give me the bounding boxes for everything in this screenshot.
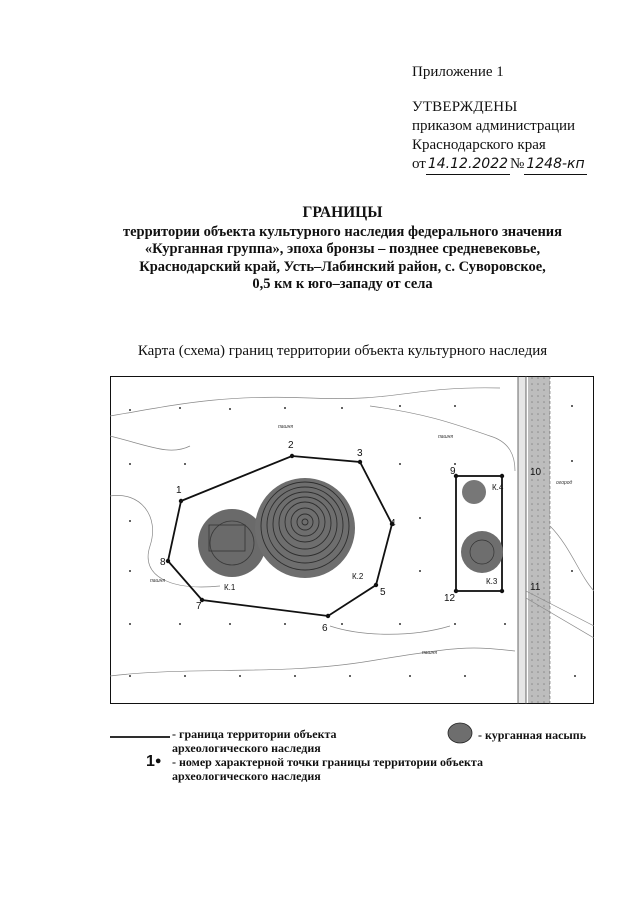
elevation-point [409,675,411,677]
kurgan-label-k4: К.4 [492,483,504,492]
legend-point-text: - номер характерной точки границы территории объекта археологического наследия [172,755,483,783]
point-label-6: 6 [322,623,328,634]
approved-line-1: приказом администрации [412,118,576,134]
title-heading: ГРАНИЦЫ [302,204,383,221]
order-number: 1248-кп [524,155,586,175]
kurgan-label-k3: К.3 [486,577,498,586]
point-marker-1 [179,499,183,503]
point-marker-6 [326,614,330,618]
elevation-point [284,407,286,409]
elevation-point [129,623,131,625]
point-label-8: 8 [160,557,166,568]
legend-boundary-text: - граница территории объекта археологического наследия [172,727,337,755]
terrain-label: огород [556,480,573,486]
elevation-point [399,463,401,465]
order-no-sign: № [510,156,525,172]
elevation-point [129,520,131,522]
elevation-point [184,675,186,677]
title-line-4: 0,5 км к юго–западу от села [252,276,433,292]
elevation-point [229,408,231,410]
point-marker-2 [290,454,294,458]
legend-point-sample [146,753,162,771]
boundary-map [110,376,594,704]
point-marker-8 [166,559,170,563]
order-date: 14.12.2022 [426,155,510,175]
elevation-point [341,623,343,625]
point-label-12: 12 [444,593,456,604]
terrain-label: пашня [150,578,166,584]
point-label-3: 3 [357,448,363,459]
elevation-point [349,675,351,677]
road-texture [528,377,550,703]
title-line-1: территории объекта культурного наследия федерального значения [122,223,562,240]
elevation-point [454,463,456,465]
approval-block [412,98,587,175]
appendix-label: Приложение 1 [412,64,504,80]
point-label-11: 11 [530,582,541,593]
title-line-3: Краснодарский край, Усть–Лабинский район, с. Суворовское, [139,258,546,275]
legend-point-dot-icon: ● [154,755,162,767]
elevation-point [419,570,421,572]
approved-line-2: Краснодарского края [412,137,546,153]
approved-caps: УТВЕРЖДЕНЫ [412,99,518,115]
terrain-label: пашня [422,650,438,656]
document-title [80,204,605,294]
point-label-1: 1 [176,485,182,496]
point-label-5: 5 [380,587,386,598]
elevation-point [284,623,286,625]
elevation-point [574,675,576,677]
terrain-label: пашня [438,434,454,440]
legend-point-number: 1 [146,753,155,770]
elevation-point [179,407,181,409]
point-label-4: 4 [390,518,396,529]
elevation-point [129,675,131,677]
elevation-point [504,623,506,625]
kurgan-k2 [255,478,355,578]
mound-k4 [462,480,486,504]
point-marker-10 [500,474,504,478]
elevation-point [464,675,466,677]
elevation-point [399,405,401,407]
elevation-point [129,570,131,572]
elevation-point [571,460,573,462]
point-marker-5 [374,583,378,587]
terrain-label: пашня [278,424,294,430]
elevation-point [454,405,456,407]
legend-mound-icon [446,721,474,745]
point-label-2: 2 [288,440,294,451]
elevation-point [129,409,131,411]
elevation-point [179,623,181,625]
point-marker-11 [500,589,504,593]
elevation-point [294,675,296,677]
elevation-point [571,570,573,572]
elevation-point [399,623,401,625]
title-line-2: «Курганная группа», эпоха бронзы – позднее средневековье, [144,241,541,257]
legend-boundary-line [110,734,170,740]
kurgan-label-k2: К.2 [352,572,364,581]
order-prefix: от [412,156,426,172]
elevation-point [454,623,456,625]
legend-mound-shape [448,723,472,743]
kurgan-label-k1: К.1 [224,583,236,592]
elevation-point [419,517,421,519]
elevation-point [341,407,343,409]
point-label-9: 9 [450,466,456,477]
map-caption: Карта (схема) границ территории объекта культурного наследия [137,343,548,359]
point-label-7: 7 [196,601,202,612]
order-line [412,155,587,175]
point-label-10: 10 [530,467,542,478]
point-marker-3 [358,460,362,464]
mound-k3 [461,531,503,573]
legend-mound-text: - курганная насыпь [478,728,587,742]
elevation-point [571,405,573,407]
elevation-point [229,623,231,625]
elevation-point [239,675,241,677]
road-edge [518,377,526,703]
elevation-point [184,463,186,465]
elevation-point [129,463,131,465]
